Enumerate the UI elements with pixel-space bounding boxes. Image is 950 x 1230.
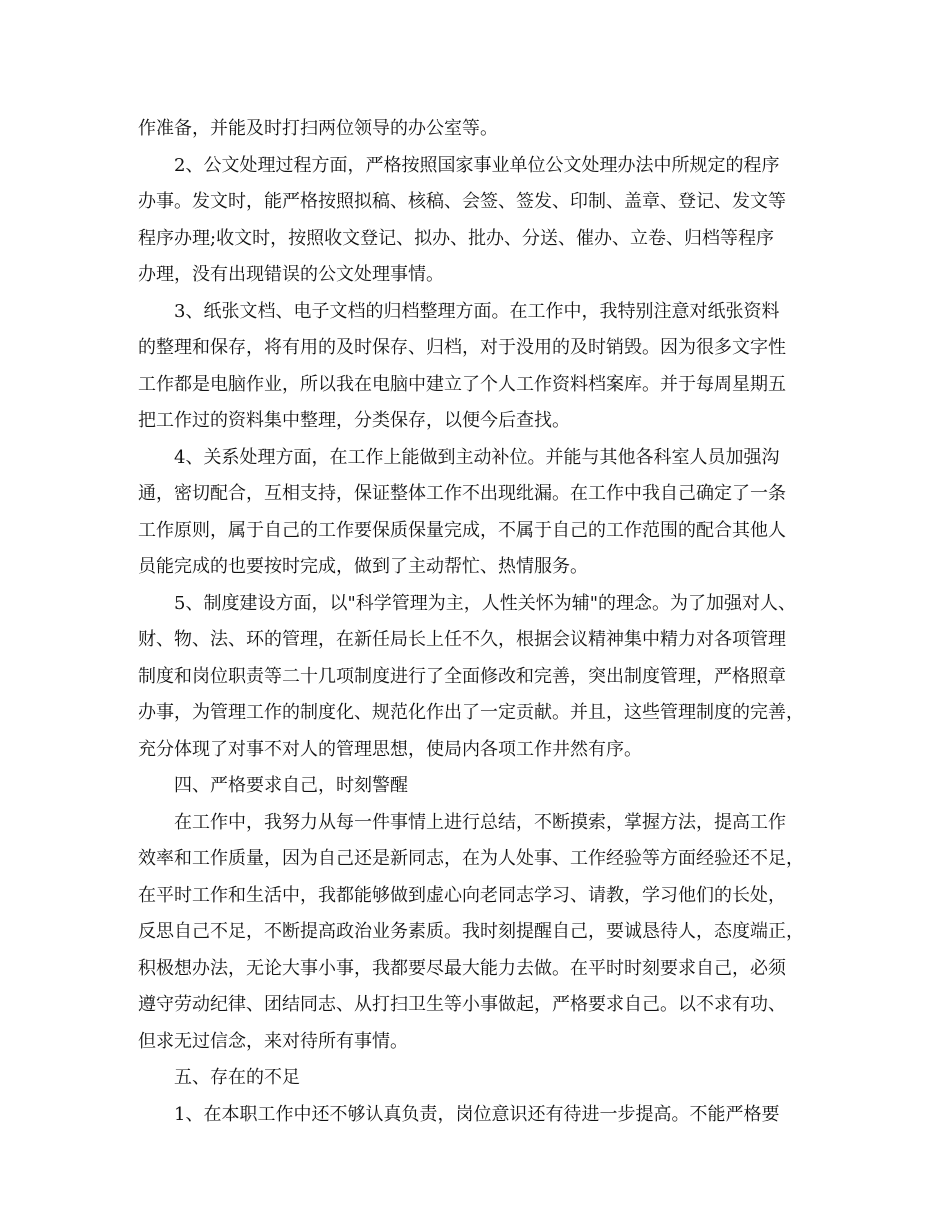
- paragraph-line: 积极想办法，无论大事小事，我都要尽最大能力去做。在平时时刻要求自己，必须: [138, 958, 786, 979]
- paragraph-line: 工作都是电脑作业，所以我在电脑中建立了个人工作资料档案库。并于每周星期五: [138, 374, 786, 395]
- paragraph-line: 5、制度建设方面，以"科学管理为主，人性关怀为辅"的理念。为了加强对人、: [174, 593, 797, 614]
- paragraph-line: 办事。发文时，能严格按照拟稿、核稿、会签、签发、印制、盖章、登记、发文等: [138, 191, 786, 212]
- paragraph-line: 2、公文处理过程方面，严格按照国家事业单位公文处理办法中所规定的程序: [174, 155, 780, 176]
- paragraph-line: 财、物、法、环的管理，在新任局长上任不久，根据会议精神集中精力对各项管理: [138, 629, 786, 650]
- paragraph-line: 通，密切配合，互相支持，保证整体工作不出现纰漏。在工作中我自己确定了一条: [138, 483, 786, 504]
- paragraph-line: 遵守劳动纪律、团结同志、从打扫卫生等小事做起，严格要求自己。以不求有功、: [138, 994, 786, 1015]
- paragraph-line: 1、在本职工作中还不够认真负责，岗位意识还有待进一步提高。不能严格要: [174, 1104, 780, 1125]
- paragraph-line: 作准备，并能及时打扫两位领导的办公室等。: [138, 118, 498, 139]
- paragraph-line: 程序办理;收文时，按照收文登记、拟办、批办、分送、催办、立卷、归档等程序: [138, 228, 775, 249]
- paragraph-line: 充分体现了对事不对人的管理思想，使局内各项工作井然有序。: [138, 739, 642, 760]
- paragraph-line: 办理，没有出现错误的公文处理事情。: [138, 264, 444, 285]
- section-heading: 五、存在的不足: [174, 1067, 300, 1088]
- paragraph-line: 办事，为管理工作的制度化、规范化作出了一定贡献。并且，这些管理制度的完善，: [138, 702, 804, 723]
- paragraph-line: 员能完成的也要按时完成，做到了主动帮忙、热情服务。: [138, 556, 588, 577]
- paragraph-line: 反思自己不足，不断提高政治业务素质。我时刻提醒自己，要诚恳待人，态度端正，: [138, 921, 804, 942]
- paragraph-line: 3、纸张文档、电子文档的归档整理方面。在工作中，我特别注意对纸张资料: [174, 301, 780, 322]
- paragraph-line: 但求无过信念，来对待所有事情。: [138, 1031, 408, 1052]
- paragraph-line: 在工作中，我努力从每一件事情上进行总结，不断摸索，掌握方法，提高工作: [174, 812, 786, 833]
- paragraph-line: 4、关系处理方面，在工作上能做到主动补位。并能与其他各科室人员加强沟: [174, 447, 780, 468]
- paragraph-line: 制度和岗位职责等二十几项制度进行了全面修改和完善，突出制度管理，严格照章: [138, 666, 786, 687]
- paragraph-line: 效率和工作质量，因为自己还是新同志，在为人处事、工作经验等方面经验还不足，: [138, 848, 804, 869]
- paragraph-line: 把工作过的资料集中整理，分类保存，以便今后查找。: [138, 410, 570, 431]
- paragraph-line: 工作原则，属于自己的工作要保质保量完成，不属于自己的工作范围的配合其他人: [138, 520, 786, 541]
- paragraph-line: 的整理和保存，将有用的及时保存、归档，对于没用的及时销毁。因为很多文字性: [138, 337, 786, 358]
- paragraph-line: 在平时工作和生活中，我都能够做到虚心向老同志学习、请教，学习他们的长处，: [138, 885, 786, 906]
- section-heading: 四、严格要求自己，时刻警醒: [174, 775, 408, 796]
